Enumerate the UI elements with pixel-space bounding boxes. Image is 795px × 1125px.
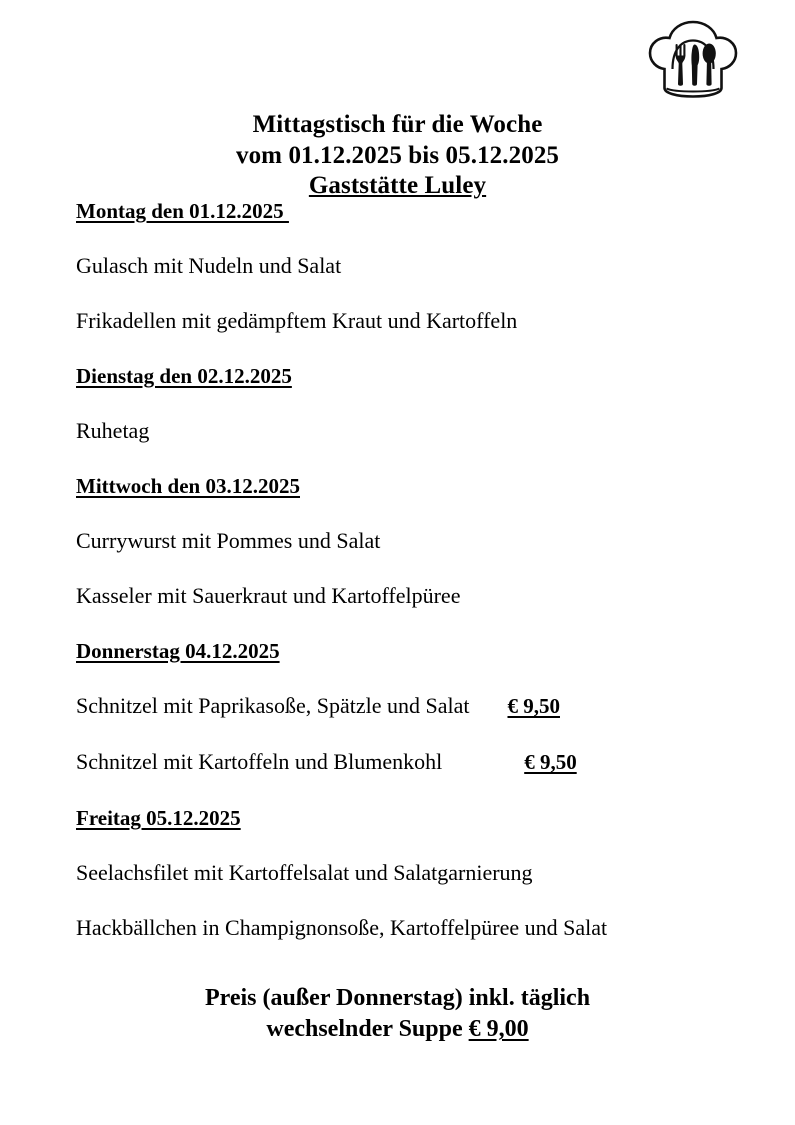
restaurant-name: Gaststätte Luley [308, 172, 487, 199]
dish-row [76, 252, 736, 279]
menu-title-date-range: vom 01.12.2025 bis 05.12.2025 [235, 141, 560, 169]
menu-title-line-1: Mittagstisch für die Woche [252, 111, 543, 138]
price-note-text: wechselnder Suppe [266, 1016, 469, 1042]
dish-row [76, 914, 736, 941]
dish-row [76, 748, 736, 776]
day-heading-freitag-label: Freitag 05.12.2025 [76, 806, 241, 830]
day-heading-donnerstag-label: Donnerstag 04.12.2025 [76, 639, 280, 663]
dish-name: Seelachsfilet mit Kartoffelsalat und Salatgarnierung [76, 860, 533, 885]
price-note-block [0, 983, 795, 1045]
dish-row [76, 859, 736, 886]
dish-row [76, 582, 736, 609]
dish-name: Hackbällchen in Champignonsoße, Kartoffelpüree und Salat [76, 915, 608, 940]
day-heading-montag [76, 198, 736, 224]
dish-name: Currywurst mit Pommes und Salat [76, 528, 381, 553]
menu-days-list [76, 198, 736, 941]
base-price: € 9,00 [468, 1016, 529, 1042]
dish-row [76, 417, 736, 444]
day-heading-dienstag-label: Dienstag den 02.12.2025 [76, 364, 292, 388]
dish-row [76, 692, 736, 720]
dish-name: Frikadellen mit gedämpftem Kraut und Kartoffeln [76, 308, 518, 333]
day-heading-donnerstag [76, 638, 736, 664]
menu-title-block [0, 110, 795, 202]
dish-price: € 9,50 [524, 750, 577, 774]
dish-row [76, 527, 736, 554]
day-heading-dienstag [76, 363, 736, 389]
day-heading-mittwoch [76, 473, 736, 499]
day-heading-montag-label: Montag den 01.12.2025 [76, 199, 289, 223]
price-note-line-2 [0, 1014, 795, 1045]
day-heading-mittwoch-label: Mittwoch den 03.12.2025 [76, 474, 300, 498]
dish-price: € 9,50 [507, 694, 560, 718]
chef-hat-with-cutlery-icon [645, 14, 741, 106]
dish-name: Kasseler mit Sauerkraut und Kartoffelpüree [76, 583, 461, 608]
day-heading-freitag [76, 805, 736, 831]
dish-name: Gulasch mit Nudeln und Salat [76, 253, 342, 278]
dish-name: Schnitzel mit Kartoffeln und Blumenkohl [76, 749, 443, 774]
dish-name: Schnitzel mit Paprikasoße, Spätzle und Salat [76, 693, 470, 718]
dish-name-ruhetag: Ruhetag [76, 418, 150, 443]
price-note-line-1: Preis (außer Donnerstag) inkl. täglich [204, 985, 591, 1011]
dish-row [76, 307, 736, 334]
